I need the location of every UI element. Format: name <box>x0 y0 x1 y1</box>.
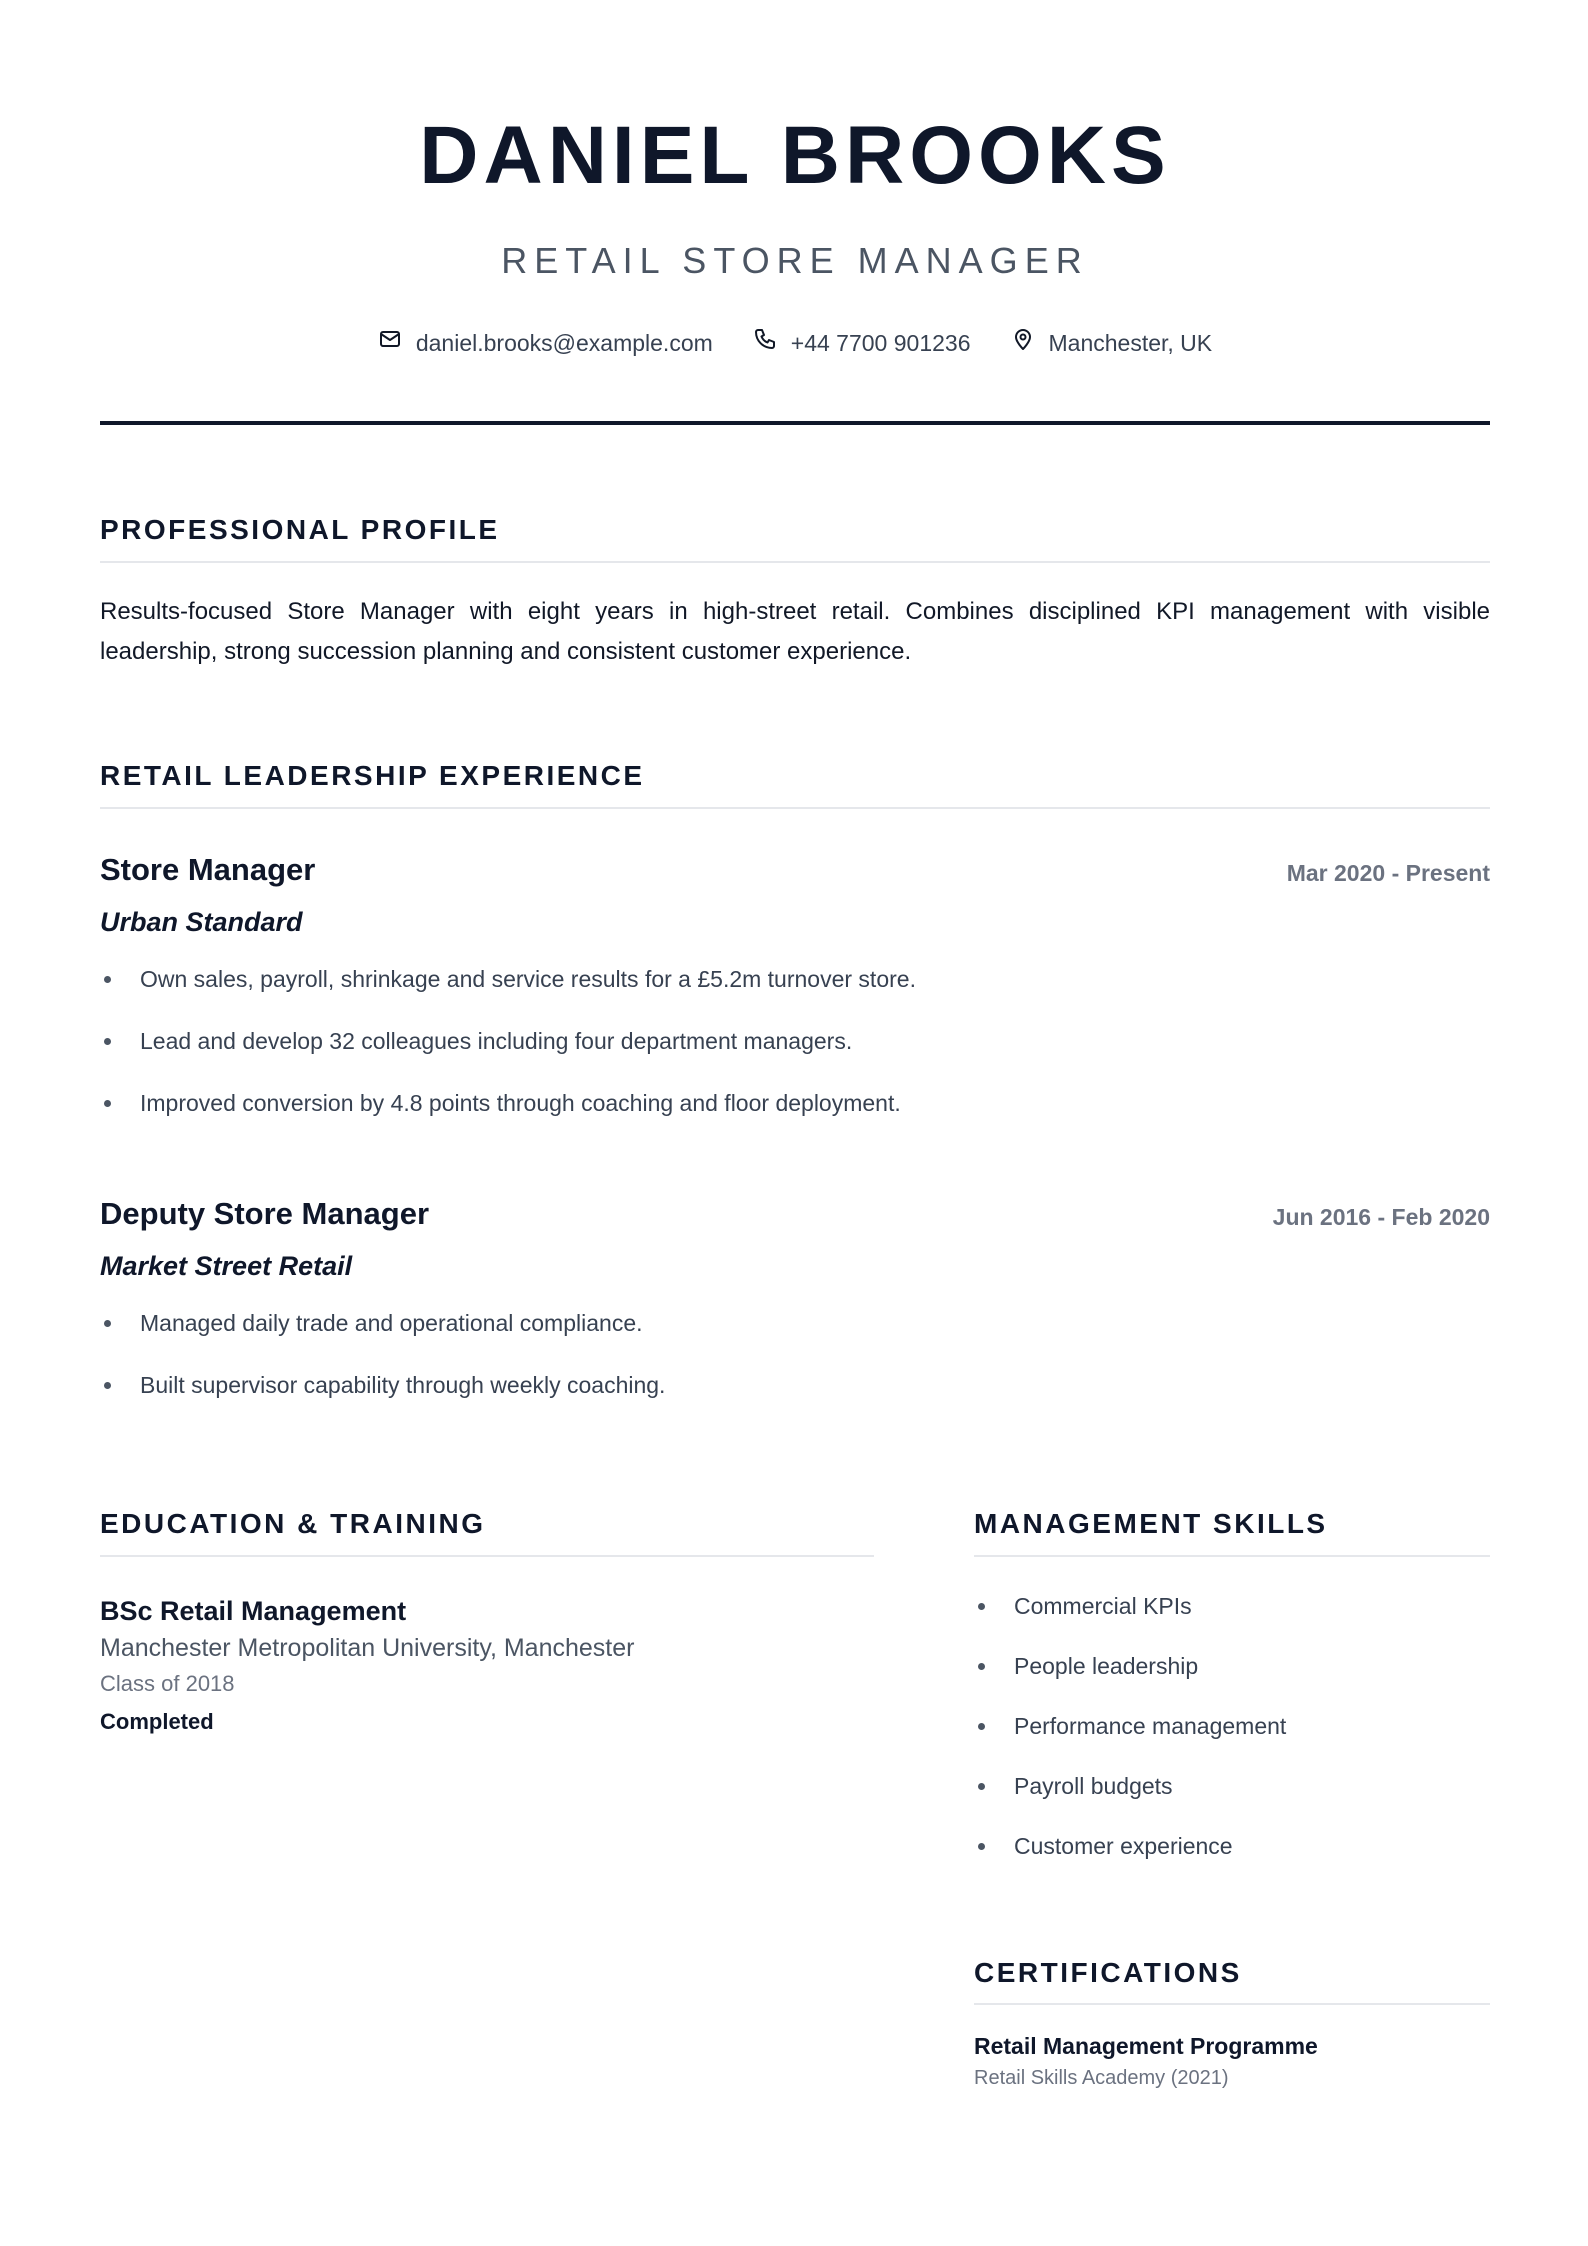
list-item <box>974 1769 1286 1803</box>
job-dates: Mar 2020 - Present <box>1286 860 1490 886</box>
contact-location <box>1011 326 1213 360</box>
location-pin-icon <box>1011 326 1035 360</box>
skill-text: Payroll budgets <box>1014 1773 1173 1799</box>
list-item <box>974 1589 1286 1623</box>
job-company: Market Street Retail <box>100 1251 353 1281</box>
bullet-text: Built supervisor capability through weekly coaching. <box>140 1372 666 1398</box>
contact-phone[interactable] <box>753 326 971 360</box>
job-bullets <box>100 1306 665 1402</box>
phone-icon <box>753 326 777 360</box>
candidate-role: RETAIL STORE MANAGER <box>501 240 1089 281</box>
skill-text: People leadership <box>1014 1653 1199 1679</box>
education-degree: BSc Retail Management <box>100 1596 407 1626</box>
education-year: Class of 2018 <box>100 1671 235 1696</box>
email-text: daniel.brooks@example.com <box>415 330 713 356</box>
location-text: Manchester, UK <box>1048 330 1213 356</box>
bullet-dot <box>978 1663 985 1670</box>
list-item <box>100 1024 916 1058</box>
bullet-text: Managed daily trade and operational compliance. <box>140 1310 643 1336</box>
bullet-dot <box>978 1603 985 1610</box>
phone-text: +44 7700 901236 <box>790 330 971 356</box>
certification-org: Retail Skills Academy (2021) <box>974 2067 1229 2089</box>
experience-divider <box>100 807 1490 809</box>
list-item <box>100 1368 665 1402</box>
profile-divider <box>100 561 1490 563</box>
skills-heading: MANAGEMENT SKILLS <box>974 1508 1328 1539</box>
bullet-dot <box>104 1038 111 1045</box>
contact-email[interactable] <box>378 326 713 360</box>
profile-heading: PROFESSIONAL PROFILE <box>100 514 500 545</box>
skill-text: Customer experience <box>1014 1833 1233 1859</box>
job-dates: Jun 2016 - Feb 2020 <box>1272 1204 1490 1230</box>
header-divider <box>100 421 1490 425</box>
list-item <box>974 1649 1286 1683</box>
education-school: Manchester Metropolitan University, Manchester <box>100 1634 635 1662</box>
certifications-heading: CERTIFICATIONS <box>974 1957 1242 1988</box>
bullet-dot <box>104 1320 111 1327</box>
education-heading: EDUCATION & TRAINING <box>100 1508 486 1539</box>
certification-name: Retail Management Programme <box>974 2033 1318 2059</box>
bullet-dot <box>978 1723 985 1730</box>
job-company: Urban Standard <box>100 907 303 937</box>
list-item <box>100 962 916 996</box>
job-bullets <box>100 962 916 1120</box>
job-title: Store Manager <box>100 852 316 887</box>
bullet-dot <box>104 976 111 983</box>
experience-heading: RETAIL LEADERSHIP EXPERIENCE <box>100 760 645 791</box>
bullet-text: Lead and develop 32 colleagues including four department managers. <box>140 1028 853 1054</box>
skills-list <box>974 1589 1286 1863</box>
bullet-text: Own sales, payroll, shrinkage and service results for a £5.2m turnover store. <box>140 966 916 992</box>
bullet-text: Improved conversion by 4.8 points through coaching and floor deployment. <box>140 1090 901 1116</box>
skill-text: Commercial KPIs <box>1014 1593 1192 1619</box>
bullet-dot <box>978 1783 985 1790</box>
list-item <box>974 1829 1286 1863</box>
mail-icon <box>378 326 402 360</box>
list-item <box>100 1306 665 1340</box>
profile-text: Results-focused Store Manager with eight years in high-street retail. Combines disciplined KPI management with visible leadership, strong succession planning and consistent customer experience. <box>100 598 1490 665</box>
certifications-divider <box>974 2003 1490 2005</box>
list-item <box>974 1709 1286 1743</box>
candidate-name: DANIEL BROOKS <box>419 110 1171 201</box>
bullet-dot <box>104 1382 111 1389</box>
bullet-dot <box>104 1100 111 1107</box>
job-title: Deputy Store Manager <box>100 1196 430 1231</box>
skills-divider <box>974 1555 1490 1557</box>
list-item <box>100 1086 916 1120</box>
education-status: Completed <box>100 1709 214 1734</box>
skill-text: Performance management <box>1014 1713 1287 1739</box>
bullet-dot <box>978 1843 985 1850</box>
education-divider <box>100 1555 874 1557</box>
contact-bar <box>100 326 1490 360</box>
